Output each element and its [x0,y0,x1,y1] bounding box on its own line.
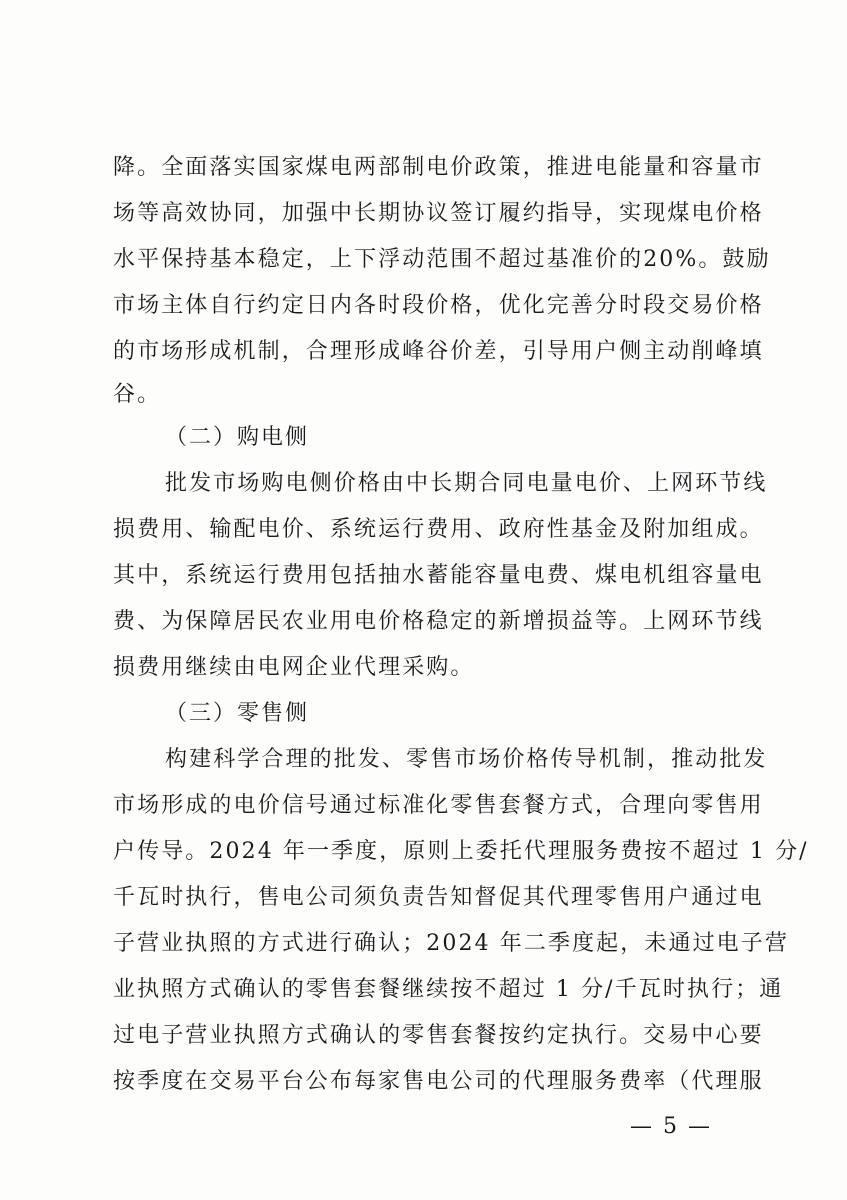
paragraph-line: 损费用、输配电价、系统运行费用、政府性基金及附加组成。 [113,517,764,542]
paragraph-line: 费、为保障居民农业用电价格稳定的新增损益等。上网环节线 [113,609,764,634]
paragraph-line: 场等高效协同，加强中长期协议签订履约指导，实现煤电价格 [113,201,764,226]
paragraph-line: 过电子营业执照方式确认的零售套餐按约定执行。交易中心要 [113,1023,764,1048]
section-heading-retail-side: （三）零售侧 [165,701,310,726]
paragraph-line: 按季度在交易平台公布每家售电公司的代理服务费率（代理服 [113,1069,764,1094]
paragraph-line: 户传导。2024 年一季度，原则上委托代理服务费按不超过 1 分/ [113,839,809,864]
paragraph-line: 的市场形成机制，合理形成峰谷价差，引导用户侧主动削峰填 [113,339,764,364]
page-number: — 5 — [630,1114,712,1139]
paragraph-line: 市场主体自行约定日内各时段价格，优化完善分时段交易价格 [113,293,764,318]
section-heading-purchase-side: （二）购电侧 [165,425,310,450]
paragraph-line: 子营业执照的方式进行确认；2024 年二季度起，未通过电子营 [113,931,789,956]
paragraph-line: 降。全面落实国家煤电两部制电价政策，推进电能量和容量市 [113,155,764,180]
paragraph-line: 千瓦时执行，售电公司须负责告知督促其代理零售用户通过电 [113,885,764,910]
paragraph-line: 损费用继续由电网企业代理采购。 [113,655,475,680]
paragraph-line: 谷。 [113,382,162,407]
paragraph-line: 业执照方式确认的零售套餐继续按不超过 1 分/千瓦时执行；通 [113,977,784,1002]
paragraph-line: 构建科学合理的批发、零售市场价格传导机制，推动批发 [165,747,768,772]
paragraph-line: 批发市场购电侧价格由中长期合同电量电价、上网环节线 [165,471,768,496]
paragraph-line: 其中，系统运行费用包括抽水蓄能容量电费、煤电机组容量电 [113,563,764,588]
paragraph-line: 市场形成的电价信号通过标准化零售套餐方式，合理向零售用 [113,793,764,818]
paragraph-line: 水平保持基本稳定，上下浮动范围不超过基准价的20%。鼓励 [113,247,771,272]
